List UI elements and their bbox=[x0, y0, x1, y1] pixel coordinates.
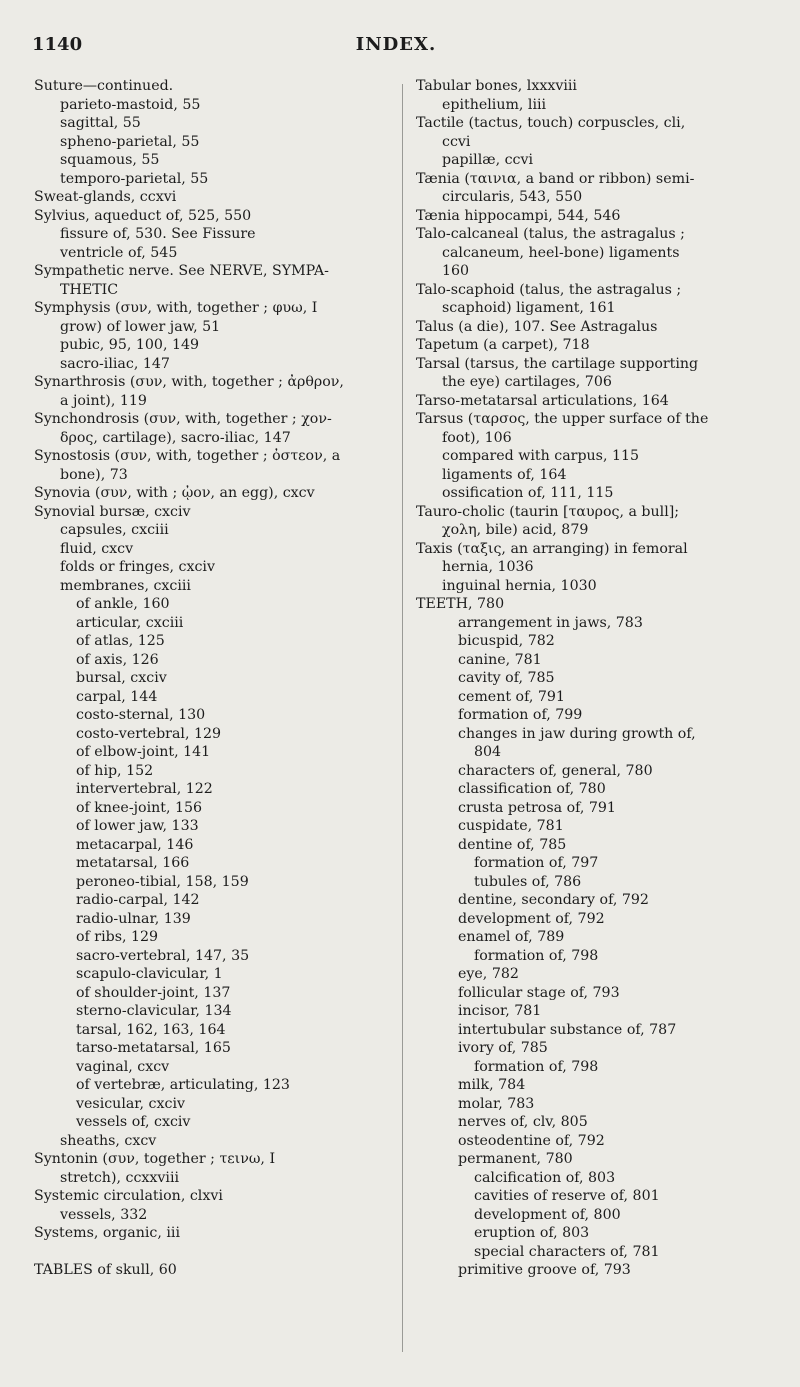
index-entry: foot), 106 bbox=[442, 429, 512, 446]
index-entry: development of, 792 bbox=[458, 910, 605, 927]
index-entry: δρος, cartilage), sacro-iliac, 147 bbox=[60, 429, 291, 446]
index-entry: classification of, 780 bbox=[458, 781, 606, 797]
index-entry: ventricle of, 545 bbox=[60, 244, 178, 261]
index-entry: eruption of, 803 bbox=[474, 1225, 590, 1241]
index-entry: Talo-calcaneal (talus, the astragalus ; bbox=[416, 226, 685, 242]
spacer bbox=[34, 1243, 398, 1261]
index-entry: papillæ, ccvi bbox=[442, 152, 534, 168]
index-entry: calcification of, 803 bbox=[474, 1169, 616, 1186]
index-entry: grow) of lower jaw, 51 bbox=[60, 318, 221, 335]
index-entry: Tarsus (ταρσος, the upper surface of the bbox=[416, 411, 709, 427]
index-entry: bursal, cxciv bbox=[76, 670, 167, 686]
index-entry: vaginal, cxcv bbox=[76, 1058, 170, 1075]
index-entry: formation of, 798 bbox=[474, 1058, 599, 1075]
index-entry: of shoulder-joint, 137 bbox=[76, 984, 231, 1001]
index-entry: sagittal, 55 bbox=[60, 115, 141, 131]
index-entry: membranes, cxciii bbox=[60, 577, 191, 594]
index-entry: of lower jaw, 133 bbox=[76, 818, 199, 834]
index-entry: scaphoid) ligament, 161 bbox=[442, 300, 616, 316]
index-entry: sheaths, cxcv bbox=[60, 1132, 157, 1149]
index-entry: Tapetum (a carpet), 718 bbox=[416, 337, 590, 353]
index-entry: Systems, organic, iii bbox=[34, 1225, 180, 1241]
index-entry: Systemic circulation, clxvi bbox=[34, 1188, 223, 1204]
index-entry: TEETH, 780 bbox=[416, 596, 505, 612]
index-entry: vessels of, cxciv bbox=[76, 1114, 191, 1130]
index-entry: Symphysis (συν, with, together ; φυω, I bbox=[34, 300, 318, 316]
index-entry: ligaments of, 164 bbox=[442, 466, 567, 483]
index-entry: articular, cxciii bbox=[76, 614, 184, 631]
index-entry: special characters of, 781 bbox=[474, 1243, 660, 1260]
index-entry: milk, 784 bbox=[458, 1077, 526, 1093]
index-entry: Sylvius, aqueduct of, 525, 550 bbox=[34, 207, 252, 224]
index-entry: spheno-parietal, 55 bbox=[60, 133, 200, 150]
index-entry: a joint), 119 bbox=[60, 392, 147, 409]
index-entry: development of, 800 bbox=[474, 1206, 621, 1223]
index-entry: costo-vertebral, 129 bbox=[76, 725, 222, 742]
index-entry: cavities of reserve of, 801 bbox=[474, 1188, 660, 1204]
index-entry: Synovia (συν, with ; ᾠον, an egg), cxcv bbox=[34, 485, 315, 501]
index-entry: the eye) cartilages, 706 bbox=[442, 374, 612, 390]
index-entry: tarso-metatarsal, 165 bbox=[76, 1040, 231, 1056]
index-entry: bone), 73 bbox=[60, 466, 128, 483]
index-entry: peroneo-tibial, 158, 159 bbox=[76, 873, 249, 890]
index-entry: of hip, 152 bbox=[76, 762, 154, 779]
index-entry: metacarpal, 146 bbox=[76, 836, 194, 853]
index-entry: eye, 782 bbox=[458, 966, 519, 982]
index-entry: folds or fringes, cxciv bbox=[60, 559, 215, 575]
index-entry: primitive groove of, 793 bbox=[458, 1262, 631, 1278]
index-entry: cement of, 791 bbox=[458, 688, 565, 705]
index-entry: fluid, cxcv bbox=[60, 540, 134, 557]
index-entry: changes in jaw during growth of, bbox=[458, 725, 696, 742]
index-entry: tubules of, 786 bbox=[474, 873, 582, 890]
index-entry: permanent, 780 bbox=[458, 1151, 573, 1167]
index-entry: intertubular substance of, 787 bbox=[458, 1021, 677, 1038]
index-entry: sacro-vertebral, 147, 35 bbox=[76, 947, 250, 964]
index-entry: costo-sternal, 130 bbox=[76, 707, 206, 723]
index-entry: carpal, 144 bbox=[76, 688, 158, 705]
index-entry: sterno-clavicular, 134 bbox=[76, 1003, 232, 1019]
index-entry: Tactile (tactus, touch) corpuscles, cli, bbox=[416, 115, 686, 131]
index-entry: Synostosis (συν, with, together ; ὀστεον, a bbox=[34, 448, 341, 464]
index-entry: of vertebræ, articulating, 123 bbox=[76, 1077, 290, 1093]
index-entry: vesicular, cxciv bbox=[76, 1095, 185, 1112]
index-entry: cavity of, 785 bbox=[458, 670, 555, 686]
index-entry: sacro-iliac, 147 bbox=[60, 355, 170, 372]
index-entry: tarsal, 162, 163, 164 bbox=[76, 1021, 226, 1038]
index-entry: squamous, 55 bbox=[60, 152, 160, 168]
index-entry: radio-ulnar, 139 bbox=[76, 910, 191, 927]
index-entry: incisor, 781 bbox=[458, 1003, 542, 1019]
index-entry: Talus (a die), 107. See Astragalus bbox=[416, 318, 658, 335]
index-entry: Tauro-cholic (taurin [ταυρος, a bull]; bbox=[416, 503, 680, 520]
index-entry: capsules, cxciii bbox=[60, 522, 169, 538]
index-entry: intervertebral, 122 bbox=[76, 781, 213, 797]
page-title: INDEX. bbox=[355, 34, 437, 55]
index-entry: Synchondrosis (συν, with, together ; χον- bbox=[34, 411, 332, 427]
index-entry: Tænia (ταινια, a band or ribbon) semi- bbox=[416, 170, 695, 187]
index-entry: calcaneum, heel-bone) ligaments bbox=[442, 244, 680, 261]
index-column-right bbox=[416, 77, 792, 1280]
index-entry: cuspidate, 781 bbox=[458, 818, 564, 834]
index-column-left bbox=[34, 77, 398, 1279]
index-entry: Tarso-metatarsal articulations, 164 bbox=[416, 392, 669, 409]
index-entry: inguinal hernia, 1030 bbox=[442, 577, 597, 594]
page-header bbox=[32, 34, 760, 60]
index-entry: Tænia hippocampi, 544, 546 bbox=[416, 207, 621, 224]
index-entry: of elbow-joint, 141 bbox=[76, 744, 211, 760]
index-entry: temporo-parietal, 55 bbox=[60, 170, 209, 187]
index-entry: metatarsal, 166 bbox=[76, 855, 190, 871]
index-entry: Sympathetic nerve. See NERVE, SYMPA- bbox=[34, 263, 329, 279]
index-entry: THETIC bbox=[60, 281, 119, 298]
index-entry: ossification of, 111, 115 bbox=[442, 485, 614, 501]
index-entry: ivory of, 785 bbox=[458, 1040, 548, 1056]
index-entry: Sweat-glands, ccxvi bbox=[34, 189, 177, 205]
index-entry: Tabular bones, lxxxviii bbox=[416, 78, 577, 94]
index-entry: ccvi bbox=[442, 133, 471, 150]
index-entry: arrangement in jaws, 783 bbox=[458, 614, 643, 631]
index-entry: of ankle, 160 bbox=[76, 596, 170, 612]
index-entry: compared with carpus, 115 bbox=[442, 448, 640, 464]
index-entry: dentine, secondary of, 792 bbox=[458, 892, 649, 908]
index-entry: follicular stage of, 793 bbox=[458, 984, 620, 1001]
index-entry: of knee-joint, 156 bbox=[76, 799, 203, 816]
index-entry: Synovial bursæ, cxciv bbox=[34, 503, 191, 520]
index-entry: hernia, 1036 bbox=[442, 559, 534, 575]
index-entry: bicuspid, 782 bbox=[458, 633, 555, 649]
index-entry: of atlas, 125 bbox=[76, 633, 165, 649]
index-entry: fissure of, 530. See Fissure bbox=[60, 226, 256, 242]
index-entry: vessels, 332 bbox=[60, 1206, 148, 1223]
index-entry: nerves of, clv, 805 bbox=[458, 1114, 588, 1130]
index-entry: stretch), ccxxviii bbox=[60, 1169, 180, 1186]
index-entry: osteodentine of, 792 bbox=[458, 1132, 605, 1149]
index-entry: radio-carpal, 142 bbox=[76, 892, 200, 908]
column-divider bbox=[402, 84, 403, 1352]
index-entry: formation of, 797 bbox=[474, 855, 599, 871]
index-entry: enamel of, 789 bbox=[458, 929, 565, 945]
index-entry: Tarsal (tarsus, the cartilage supporting bbox=[416, 355, 699, 372]
index-entry: 160 bbox=[442, 263, 470, 279]
index-entry: Suture—continued. bbox=[34, 78, 174, 94]
index-entry: circularis, 543, 550 bbox=[442, 189, 583, 205]
index-entry: characters of, general, 780 bbox=[458, 762, 653, 779]
index-entry: χολη, bile) acid, 879 bbox=[442, 522, 589, 538]
index-entry: epithelium, liii bbox=[442, 96, 547, 113]
index-entry: formation of, 799 bbox=[458, 707, 583, 723]
index-entry: crusta petrosa of, 791 bbox=[458, 799, 616, 816]
index-entry: parieto-mastoid, 55 bbox=[60, 96, 201, 113]
index-entry: of ribs, 129 bbox=[76, 929, 159, 945]
index-entry: Synarthrosis (συν, with, together ; ἀρθρον, bbox=[34, 374, 344, 390]
index-entry: formation of, 798 bbox=[474, 947, 599, 964]
index-entry: pubic, 95, 100, 149 bbox=[60, 337, 200, 353]
index-entry: Talo-scaphoid (talus, the astragalus ; bbox=[416, 281, 682, 298]
index-entry: scapulo-clavicular, 1 bbox=[76, 966, 223, 982]
index-entry: Taxis (ταξις, an arranging) in femoral bbox=[416, 540, 688, 557]
index-entry: TABLES of skull, 60 bbox=[34, 1261, 177, 1278]
index-entry: dentine of, 785 bbox=[458, 836, 567, 853]
page-number: 1140 bbox=[32, 34, 83, 55]
index-entry: of axis, 126 bbox=[76, 651, 159, 668]
index-entry: Syntonin (συν, together ; τεινω, I bbox=[34, 1151, 276, 1167]
index-entry: canine, 781 bbox=[458, 651, 542, 668]
index-entry: 804 bbox=[474, 744, 502, 760]
index-entry: molar, 783 bbox=[458, 1095, 535, 1112]
